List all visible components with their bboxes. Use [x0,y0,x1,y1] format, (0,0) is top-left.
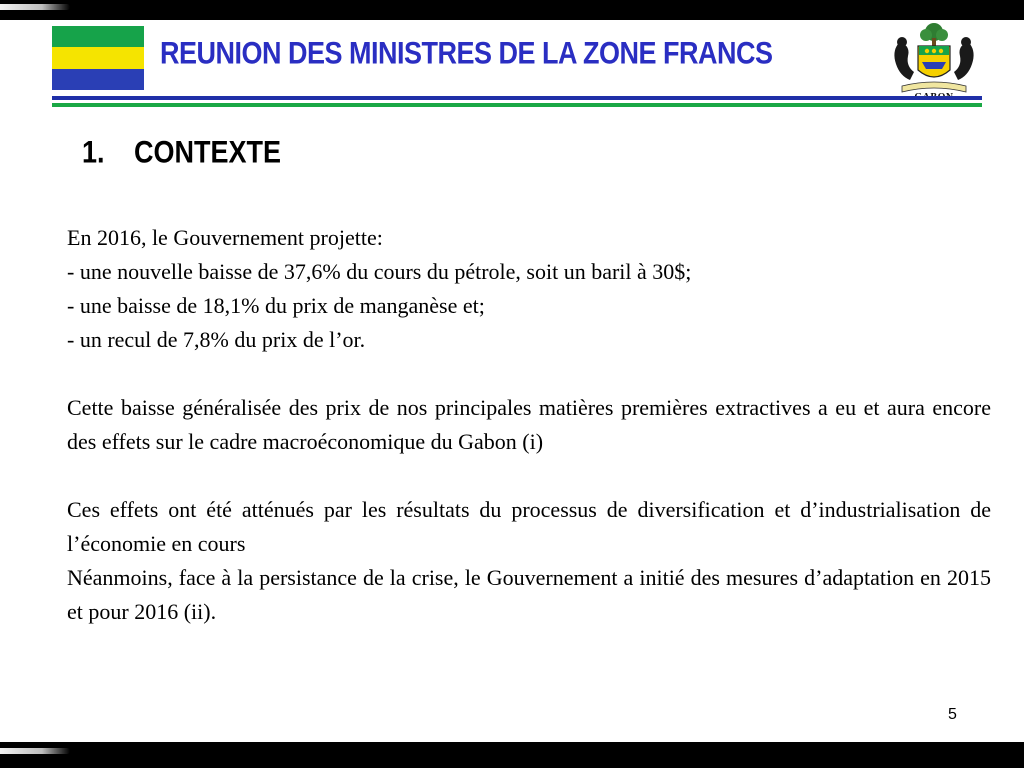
header-green-rule [52,103,982,107]
spacer [67,459,991,493]
coat-of-arms-graphic [884,22,984,94]
top-decorative-bar [0,4,70,10]
bullet-gold: - un recul de 7,8% du prix de l’or. [67,327,366,352]
paragraph-diversification: Ces effets ont été atténués par les résultats du processus de diversification et d’industrialisation de l’économie en cours [67,497,991,556]
section-heading [82,135,281,171]
paragraph-adaptation-measures: Néanmoins, face à la persistance de la crise, le Gouvernement a initié des mesures d’adaptation en 2015 et pour 2016 (ii). [67,565,991,624]
header-blue-rule [52,96,982,100]
gabon-flag-icon [52,26,144,90]
bottom-decorative-bar [0,748,70,754]
intro-line: En 2016, le Gouvernement projette: [67,225,383,250]
flag-yellow-band [52,47,144,68]
page-number: 5 [948,706,957,723]
section-number: 1. [82,135,105,170]
slide-title: REUNION DES MINISTRES DE LA ZONE FRANCS [160,36,773,71]
bullet-manganese: - une baisse de 18,1% du prix de manganèse et; [67,293,485,318]
spacer [67,357,991,391]
body-text [67,221,991,629]
bullet-oil: - une nouvelle baisse de 37,6% du cours du pétrole, soit un baril à 30$; [67,259,692,284]
slide [0,20,1024,742]
flag-green-band [52,26,144,47]
paragraph-price-decline: Cette baisse généralisée des prix de nos principales matières premières extractives a eu et aura encore des effets sur le cadre macroéconomique du Gabon (i) [67,395,991,454]
section-title: CONTEXTE [134,135,282,170]
flag-blue-band [52,69,144,90]
